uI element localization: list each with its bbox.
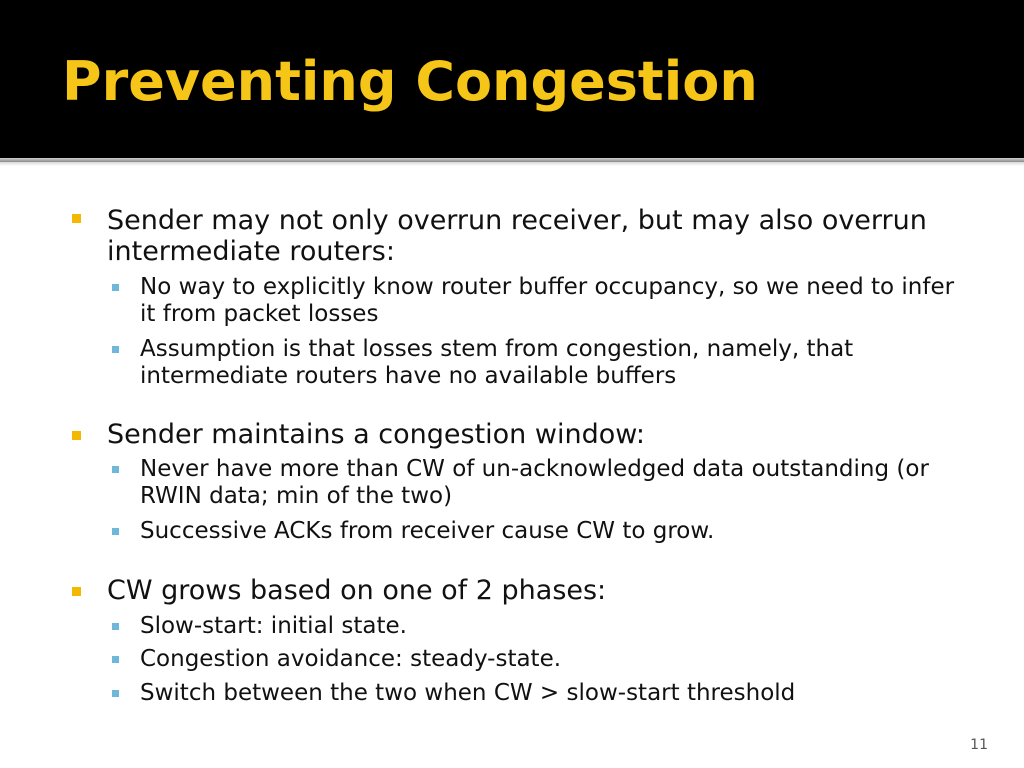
sub-bullet-marker-1-1: [112, 284, 119, 291]
page-number: 11: [970, 737, 988, 753]
bullet-3: CW grows based on one of 2 phases:: [107, 575, 607, 606]
sub-bullet-marker-2-1: [112, 466, 119, 473]
sub-bullet-2-1: Never have more than CW of un-acknowledged data outstanding (or RWIN data; min of the two): [140, 456, 929, 509]
sub-bullet-1-1: No way to explicitly know router buffer occupancy, so we need to infer it from packet losses: [140, 274, 955, 327]
sub-bullet-2-2: Successive ACKs from receiver cause CW to grow.: [140, 518, 715, 544]
sub-bullet-marker-1-2: [112, 346, 119, 353]
bullet-2: Sender maintains a congestion window:: [107, 419, 645, 450]
sub-bullet-marker-2-2: [112, 528, 119, 535]
bullet-marker-1: [72, 214, 81, 223]
sub-bullet-marker-3-1: [112, 623, 119, 630]
sub-bullet-1-2: Assumption is that losses stem from congestion, namely, that intermediate routers have no available buffers: [140, 336, 854, 389]
sub-bullet-marker-3-3: [112, 690, 119, 697]
sub-bullet-3-3: Switch between the two when CW > slow-start threshold: [140, 680, 796, 706]
sub-bullet-marker-3-2: [112, 656, 119, 663]
bullet-1: Sender may not only overrun receiver, but may also overrun intermediate routers:: [107, 205, 927, 267]
slide-title: Preventing Congestion: [62, 50, 758, 113]
sub-bullet-3-2: Congestion avoidance: steady-state.: [140, 646, 562, 672]
bullet-marker-2: [72, 431, 81, 440]
sub-bullet-3-1: Slow-start: initial state.: [140, 613, 407, 639]
bullet-marker-3: [72, 587, 81, 596]
